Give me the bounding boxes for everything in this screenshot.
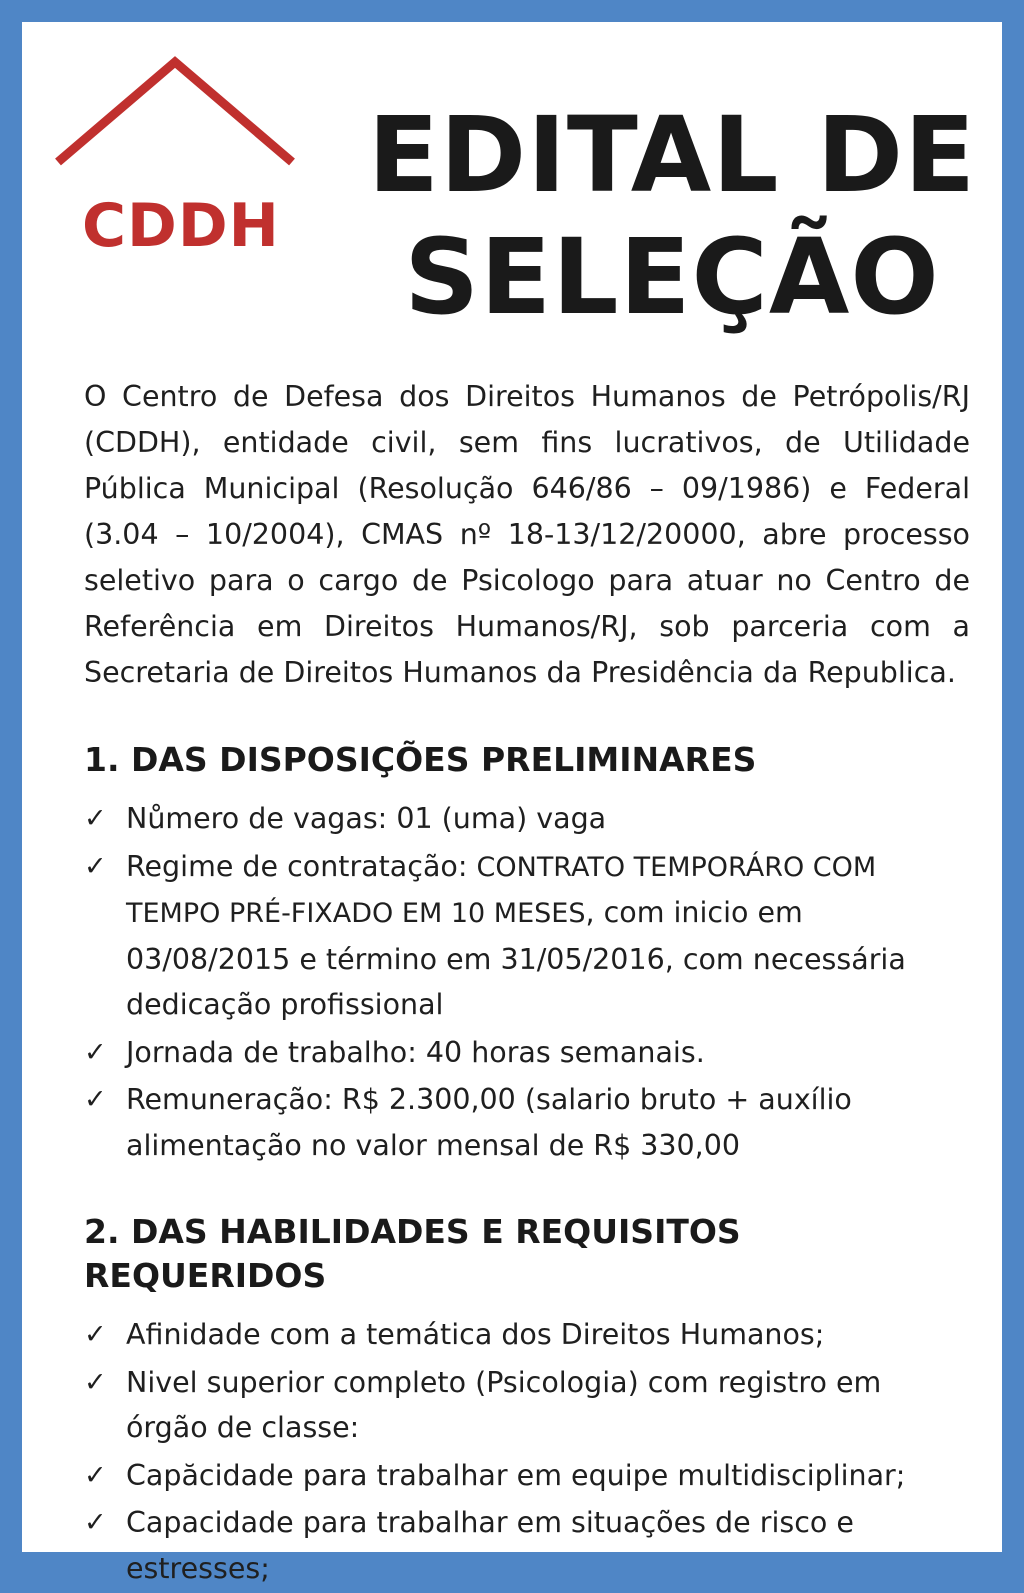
list-item	[84, 1453, 970, 1499]
list-item	[84, 1030, 970, 1076]
check-icon: ✓	[84, 1036, 107, 1068]
page-title	[362, 94, 982, 338]
check-icon: ✓	[84, 1084, 107, 1115]
list-item-text: Afinidade com a temática dos Direitos Humanos;	[126, 1318, 825, 1351]
section-2-list	[84, 1312, 970, 1591]
list-item-suffix: , com inicio em 03/08/2015 e término em 31/05/2016, com necessária dedicação profissional	[126, 896, 906, 1021]
list-item	[84, 796, 970, 842]
check-icon: ✓	[84, 1459, 107, 1491]
section-heading-2: 2. DAS HABILIDADES E REQUISITOS REQUERIDOS	[84, 1212, 741, 1295]
list-item-text: Capăcidade para trabalhar em equipe multidisciplinar;	[126, 1458, 906, 1492]
logo-text: CDDH	[82, 191, 280, 261]
check-icon: ✓	[84, 803, 107, 834]
check-icon: ✓	[84, 1507, 107, 1538]
title-line-1: EDITAL DE	[367, 94, 977, 216]
intro-paragraph: O Centro de Defesa dos Direitos Humanos de Petrópolis/RJ (CDDH), entidade civil, sem fins lucrativos, de Utilidade Pública Municipal (Resolução 646/86 – 09/1986) e Federal (3.04 – 10/2004), CMAS nº 18-13/12/20000, abre processo seletivo para o cargo de Psicologo para atuar no Centro de Referência em Direitos Humanos/RJ, sob parceria com a Secretaria de Direitos Humanos da Presidência da Republica.	[84, 380, 970, 689]
list-item-text: Nůmero de vagas: 01 (uma) vaga	[126, 802, 607, 835]
list-item-prefix: Regime de contratação:	[126, 849, 477, 883]
house-roof-icon	[52, 56, 302, 206]
check-icon: ✓	[84, 850, 107, 882]
list-item-text: Jornada de trabalho: 40 horas semanais.	[126, 1035, 705, 1069]
list-item-text: Remuneração: R$ 2.300,00 (salario bruto + auxílio alimentação no valor mensal de R$ 330,00	[126, 1083, 852, 1162]
check-icon: ✓	[84, 1319, 107, 1350]
list-item-text: Capacidade para trabalhar em situações de risco e estresses;	[126, 1506, 854, 1585]
section-heading-1: 1. DAS DISPOSIÇÕES PRELIMINARES	[84, 740, 757, 779]
list-item	[84, 1500, 970, 1591]
check-icon: ✓	[84, 1366, 107, 1398]
list-item	[84, 1360, 970, 1451]
document-page	[22, 22, 1002, 1585]
list-item-caps: CONTRATO TEMPORÁRO COM TEMPO PRÉ-FIXADO EM 10 MESES	[126, 851, 877, 929]
list-item	[84, 1077, 970, 1168]
document-body	[84, 374, 970, 1593]
cddh-logo	[52, 56, 302, 261]
list-item	[84, 844, 970, 1028]
list-item-text: Nivel superior completo (Psicologia) com registro em órgão de classe:	[126, 1365, 882, 1444]
section-1-list	[84, 796, 970, 1168]
title-line-2: SELEÇÃO	[404, 216, 940, 338]
list-item	[84, 1312, 970, 1358]
